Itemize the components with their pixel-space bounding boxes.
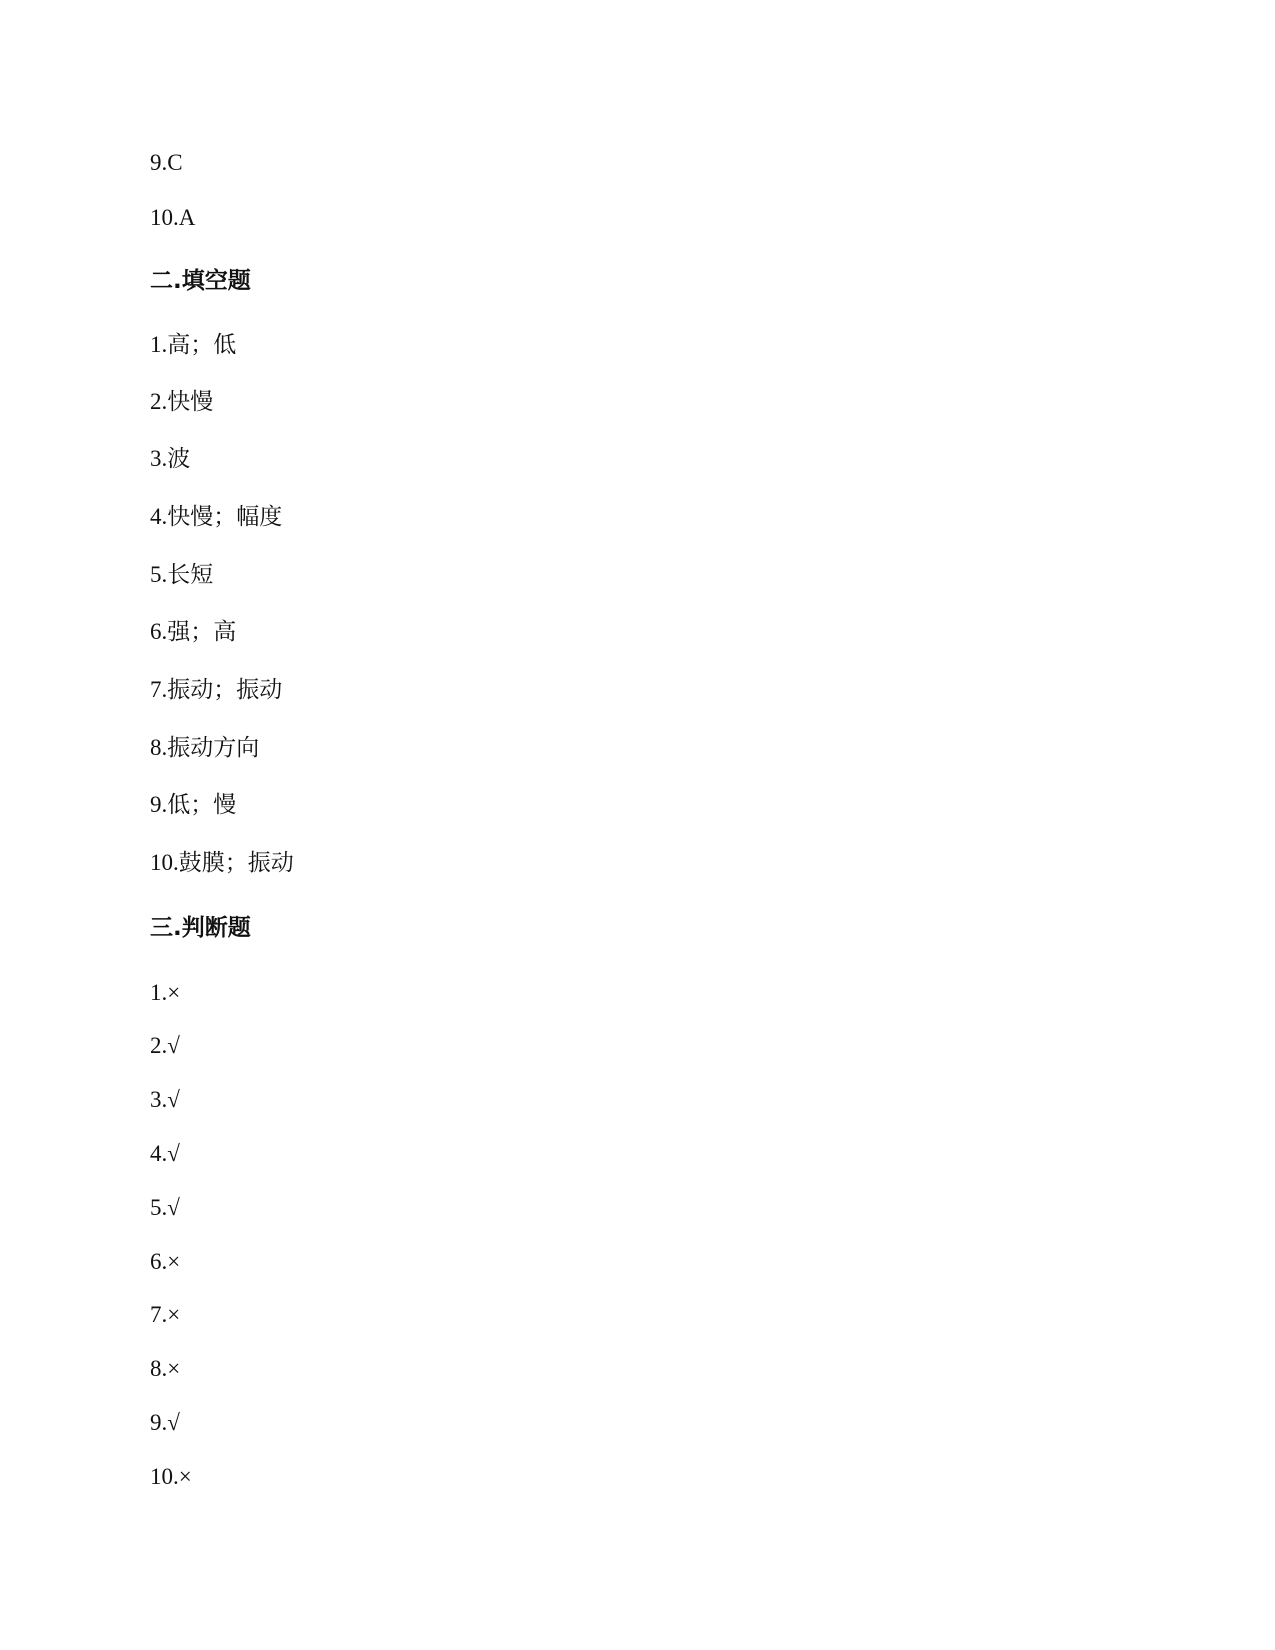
answer-item: 1.高；低 [150,332,237,357]
answer-item: 6.× [150,1249,181,1274]
answer-item: 4.√ [150,1141,180,1166]
answer-item: 8.× [150,1356,181,1381]
answer-item: 10.鼓膜；振动 [150,850,294,875]
answer-item: 5.√ [150,1195,180,1220]
answer-item: 1.× [150,980,181,1005]
answer-item: 5.长短 [150,562,214,587]
section-heading-true-false: 三.判断题 [150,915,251,941]
answer-item: 9.C [150,150,183,175]
answer-item: 10.× [150,1464,192,1489]
answer-item: 9.低；慢 [150,792,237,817]
answer-item: 6.强；高 [150,619,237,644]
answer-item: 7.振动；振动 [150,677,283,702]
answer-item: 3.波 [150,446,191,471]
answer-item: 4.快慢；幅度 [150,504,283,529]
answer-item: 10.A [150,205,196,230]
answer-item: 9.√ [150,1410,180,1435]
answer-item: 3.√ [150,1087,180,1112]
answer-item: 8.振动方向 [150,735,260,760]
answer-item: 2.快慢 [150,389,214,414]
section-heading-fill-in: 二.填空题 [150,268,251,294]
answer-item: 7.× [150,1302,181,1327]
answer-item: 2.√ [150,1033,180,1058]
